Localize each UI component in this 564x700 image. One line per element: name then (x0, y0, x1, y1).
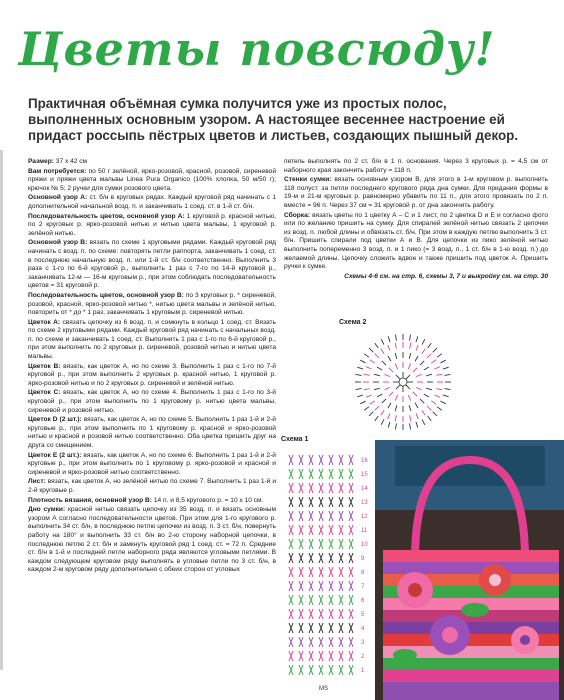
stitch-mark (416, 413, 418, 419)
stitch-mark (370, 401, 375, 404)
scheme2-label: Схема 2 (339, 319, 367, 326)
stitch-mark (413, 368, 417, 372)
stitch-mark (440, 360, 445, 363)
stitch-mark (381, 410, 384, 415)
stitch-mark (385, 374, 391, 376)
instruction-paragraph (28, 292, 276, 318)
stitch-mark (437, 354, 442, 358)
instruction-label: Лист: (28, 478, 46, 486)
stitch-mark (395, 353, 397, 359)
instruction-text: по 3 круговых р. * сиреневой, розовой, красной, ярко-розовой нитью *, нитью цвета мальвы и зелёной нитью, повторить от * до * 1 раз, заканчивать 1 круговым р. сиреневой нитью. (28, 291, 276, 317)
stitch-mark (408, 395, 410, 401)
stitch-mark (364, 374, 370, 375)
stitch-mark (437, 407, 442, 411)
stitch-mark (420, 399, 424, 403)
stitch-mark (374, 388, 380, 390)
stitch-mark (385, 387, 391, 389)
stitch-mark (389, 368, 393, 372)
stitch-mark (427, 406, 431, 410)
schemes-reference: Схемы 4-6 см. на стр. 6, схемы 3, 7 и выкройку см. на стр. 30 (344, 272, 548, 280)
stitch-mark (370, 360, 375, 363)
stitch-mark (389, 392, 393, 396)
instruction-paragraph (284, 212, 548, 272)
stitch-mark (357, 367, 363, 369)
instruction-text: вязать, как цветок А, но по схеме 4. Выполнить 1 раз с 1-го по 3-й круговой р., при этом выполнить по 1 круговому р. нитью цвета мальвы, сиреневой и розовой нитью. (28, 389, 276, 414)
stitch-mark (382, 399, 386, 403)
stitch-mark (396, 375, 400, 379)
page-edge-bar (0, 150, 3, 670)
stitch-mark (410, 415, 411, 421)
stitch-mark (444, 374, 450, 375)
stitch-mark (381, 419, 384, 424)
instruction-label: Вам потребуется: (28, 167, 87, 175)
stitch-mark (413, 392, 417, 396)
row-number: 9 (361, 556, 365, 562)
stitch-mark (420, 361, 424, 365)
stitch-mark (416, 387, 422, 389)
row-number: 4 (361, 626, 365, 632)
stitch-mark (416, 345, 418, 351)
instruction-paragraph (28, 452, 276, 478)
stitch-mark (434, 395, 440, 397)
stitch-mark (369, 412, 373, 416)
stitch-mark (426, 388, 432, 390)
row-number: 3 (361, 640, 365, 646)
stitch-mark (377, 367, 382, 370)
stitch-mark (369, 348, 373, 352)
row-number: 6 (361, 598, 365, 604)
bag-photo (375, 440, 564, 700)
instruction-label: Цветок Е (2 шт.): (28, 451, 82, 459)
stitch-mark (409, 353, 411, 359)
stitch-mark (409, 405, 411, 411)
stitch-mark (408, 364, 410, 370)
instruction-paragraph (284, 176, 548, 210)
instruction-text: вязать, как цветок А, но зелёной нитью по схеме 7. Выполнить 1 раз 1-й и 2-й круговые р. (28, 478, 276, 494)
stitch-mark (443, 395, 449, 397)
instruction-text: ст. б/н в круговых рядах. Каждый круговой ряд начинать с 1 дополнительной начальной возд. п. и заканчивать 1 соед. ст. в 1-й ст. б/н. (28, 194, 276, 210)
stitch-mark (424, 367, 429, 370)
instruction-text: вязать по схеме 1 круговыми рядами. Каждый круговой ряд начинать с возд. п. по схеме: повторять петли раппорта, заканчивать 1 соед. ст. в последнюю начальную возд. п. или 1-й ст. б/н соответственно. Выполнить 3 раза с 1-го по 6-й круговой р., выполнить 1 раз с 7-го по 14-й круговой р., заканчивать 12-м — 16-м круговым р., при этом соблюдать последовательность цветов = 31 круговой р. (28, 239, 276, 290)
stitch-mark (433, 348, 437, 352)
stitch-mark (422, 419, 425, 424)
instruction-label: Последовательность цветов, основной узор А: (28, 212, 185, 220)
stitch-mark (395, 343, 396, 349)
instruction-paragraph (28, 478, 276, 495)
stitch-mark (375, 343, 379, 348)
instruction-label: Цветок D (2 шт.): (28, 416, 82, 424)
stitch-mark (422, 339, 425, 344)
intro-text: Практичная объёмная сумка получится уже из простых полос, выполненных основным узором. А настоящее весеннее настроение ей придаст россыпь пёстрых цветов и листьев, создающих пышный декор. (28, 96, 519, 143)
stitch-mark (428, 343, 432, 348)
instruction-text: 1 круговой р. красной нитью, по 2 круговых р. ярко-розовой нитью и нитью цвета мальвы, 1 круговой р. зелёной нитью. (28, 212, 276, 237)
row-number: 1 (361, 668, 365, 674)
stitch-mark (381, 349, 384, 354)
stitch-mark (388, 413, 390, 419)
stitch-mark (433, 412, 437, 416)
instruction-text: вязать, как цветок А, но по схеме 5. Выполнить 1 раз 1-й и 2-й круговые р., при этом выполнить по 1 круговому р. красной и ярко-розовой нитью и красной и розовой нитью соответственно. Оба цветка пришить друг на друга со смещением. (28, 416, 276, 449)
stitch-mark (406, 385, 410, 389)
row-number: 14 (361, 486, 368, 492)
row-number: 12 (361, 514, 368, 520)
stitch-mark (364, 407, 369, 411)
stitch-mark (410, 423, 411, 429)
instruction-label: Цветок А: (28, 318, 61, 326)
instruction-paragraph (28, 363, 276, 389)
instruction-text: связать цепочку из 6 возд. п. и сомкнуть в кольцо 1 соед. ст. Вязать по схеме 2 круговыми рядами. Каждый круговой ряд начинать с начальных возд. п. по схеме и заканчивать 1 соед. ст. Выполнить 1 раз с 1-го по 6-й круговой р., при этом выполнить по 2 круговых р. сиреневой, розовой нитью и нитью цвета мальвы. (28, 318, 277, 361)
instruction-label: Последовательность цветов, основной узор В: (28, 291, 184, 299)
stitch-mark (443, 367, 449, 369)
stitch-mark (357, 395, 363, 397)
scheme1-label: Схема 1 (281, 436, 309, 443)
instruction-label: Цветок В: (28, 362, 61, 370)
instruction-label: Стенки сумки: (284, 176, 332, 184)
instruction-paragraph (284, 158, 548, 175)
stitch-mark (428, 416, 432, 421)
instruction-label: Плотность вязания, основной узор В: (28, 496, 152, 504)
scheme2-diagram (338, 330, 468, 434)
row-number: 16 (361, 458, 368, 464)
instruction-text: вязать цветы по 1 цветку А – С и 1 лист, по 2 цветка D и Е и согласно фото или по желанию пришить на сумку. Для спиралей зелёной нитью связать 2 цепочки из возд. п. любой длины и обвязать ст. б/н. При этом в каждую петлю выполнить 3 ст. б/н. Пришить спирали под цветки А и В. Для цепочки из пико зелёной нитью выполнить попеременно 3 возд. п. и 1 пико (= 3 возд. п., 1 ст. б/н в 1-ю возд. п.) до желаемой длины. Цепочку сложить вдвое и также пришить под цветок А. Пришить ручки к сумке. (284, 211, 548, 271)
stitch-mark (360, 360, 365, 363)
stitch-mark (410, 335, 411, 341)
stitch-mark (416, 422, 418, 428)
stitch-mark (436, 389, 442, 390)
stitch-mark (427, 354, 431, 358)
instruction-text: вязать, как цветок А, но по схеме 3. Выполнить 1 раз с 1-го по 7-й круговой р., при этом выполнить 2 круговых р. красной нитью, 1 круговой р. ярко-розовой нитью и по 2 круговых р. сиреневой и зелёной нитью. (28, 362, 276, 387)
stitch-mark (422, 410, 425, 415)
stitch-mark (388, 336, 390, 342)
stitch-mark (396, 385, 400, 389)
instruction-paragraph (28, 389, 276, 415)
stitch-mark (410, 343, 411, 349)
instruction-text: вязать основным узором В, для этого в 1-м круговом р. выполнить 118 полуст. за петли последнего кругового ряда дна сумки. Для придания формы в 19-м и 21-м круговых р. равномерно убавить по 11 п., для этого провязать по 2 п. вместе = 96 п. Через 37 см = 31 круговой р. от дна закончить работу. (284, 176, 548, 209)
stitch-mark (422, 349, 425, 354)
stitch-mark (377, 394, 382, 397)
stitch-mark (395, 335, 396, 341)
stitch-mark (388, 422, 390, 428)
instruction-paragraph (28, 239, 276, 291)
row-number: 7 (361, 584, 365, 590)
stitch-mark (406, 375, 410, 379)
stitch-mark (434, 367, 440, 369)
instruction-text: вязать, как цветок А, но по схеме 6. Выполнить 1 раз 1-й и 2-й круговые р., при этом выполнить по 1 круговому р. ярко-розовой и красной и сиреневой и ярко-розовой нитью соответственно. (28, 451, 276, 476)
instruction-text: 37 x 42 см (55, 158, 88, 165)
stitch-mark (382, 361, 386, 365)
stitch-mark (366, 367, 372, 369)
stitch-mark (388, 356, 391, 361)
instruction-paragraph (28, 168, 276, 194)
stitch-mark (381, 339, 384, 344)
stitch-mark (431, 401, 436, 404)
stitch-mark (416, 374, 422, 376)
row-number: 10 (361, 542, 368, 548)
stitch-mark (388, 345, 390, 351)
instruction-label: Основной узор В: (28, 239, 88, 247)
page-title: Цветы повсюду! (18, 22, 496, 76)
rapport-label: MS (319, 686, 328, 692)
instruction-label: Цветок С: (28, 389, 61, 397)
stitch-mark (395, 405, 397, 411)
stitch-mark (395, 415, 396, 421)
instruction-label: Дно сумки: (28, 506, 66, 514)
row-number: 13 (361, 500, 368, 506)
stitch-mark (360, 401, 365, 404)
stitch-mark (388, 403, 391, 408)
row-number: 5 (361, 612, 365, 618)
stitch-mark (375, 406, 379, 410)
stitch-mark (444, 389, 450, 390)
row-number: 11 (361, 528, 368, 534)
instruction-paragraph (28, 158, 276, 167)
stitch-mark (440, 401, 445, 404)
instruction-paragraph (28, 194, 276, 211)
instruction-paragraph (28, 319, 276, 362)
instructions-left-column (28, 158, 276, 576)
instructions-right-column (284, 158, 548, 282)
instruction-text: красной нитью связать цепочку из 35 возд. п. и вязать основным узором А согласно последовательности цветов. При этом для 1-го кругового р. выполнить 34 ст. б/н, в последнюю петлю цепочки из возд. п. 3 ст. б/н, повернуть работу на 180° и выполнить 33 ст. б/н во 2-ю сторону наборной цепочки, в последнюю петлю 2 ст. б/н и замкнуть круговой ряд 1 соед. ст. = 72 п. Средние ст. б/н в 1-й и последней петле наборного ряда являются угловыми петлями. В каждом следующем круговом ряду выполнять в угловые петли по 3 ст. б/н, в каждом 2-м круговом ряду дополнительно с обеих сторон от угловых (28, 506, 276, 574)
instruction-label: Сборка: (284, 211, 310, 219)
instruction-paragraph (28, 506, 276, 575)
stitch-mark (374, 374, 380, 376)
instruction-text: петель выполнять по 2 ст. б/н в 1 п. основания. Через 3 круговых р. = 4,5 см от наборного края закончить работу = 118 п. (284, 158, 548, 174)
stitch-mark (395, 423, 396, 429)
instruction-paragraph (28, 213, 276, 239)
row-number: 15 (361, 472, 368, 478)
stitch-mark (436, 374, 442, 375)
stitch-mark (416, 336, 418, 342)
stitch-mark (395, 395, 397, 401)
row-number: 2 (361, 654, 365, 660)
stitch-mark (375, 416, 379, 421)
stitch-mark (366, 395, 372, 397)
instruction-text: 14 п. и 8,5 кругового р. = 10 x 10 см. (153, 496, 264, 504)
stitch-mark (431, 360, 436, 363)
stitch-mark (364, 389, 370, 390)
stitch-mark (415, 403, 418, 408)
stitch-mark (356, 389, 362, 390)
stitch-mark (364, 354, 369, 358)
instruction-label: Основной узор А: (28, 194, 88, 202)
instruction-paragraph (28, 497, 276, 506)
scheme1-diagram (281, 446, 373, 696)
center-ring (399, 378, 407, 386)
instruction-text: по 50 г зелёной, ярко-розовой, красной, розовой, сиреневой пряжи и пряжи цвета мальвы Linea Pura Organico (100% хлопка, 50 м/50 г); крючок № 5; 2 ручки для сумки розового цвета. (28, 167, 276, 192)
stitch-mark (426, 374, 432, 376)
instruction-label: Размер: (28, 158, 54, 165)
stitch-mark (395, 364, 397, 370)
stitch-mark (415, 356, 418, 361)
row-number: 8 (361, 570, 365, 576)
instruction-paragraph (28, 416, 276, 450)
stitch-mark (424, 394, 429, 397)
stitch-mark (375, 354, 379, 358)
stitch-mark (356, 374, 362, 375)
